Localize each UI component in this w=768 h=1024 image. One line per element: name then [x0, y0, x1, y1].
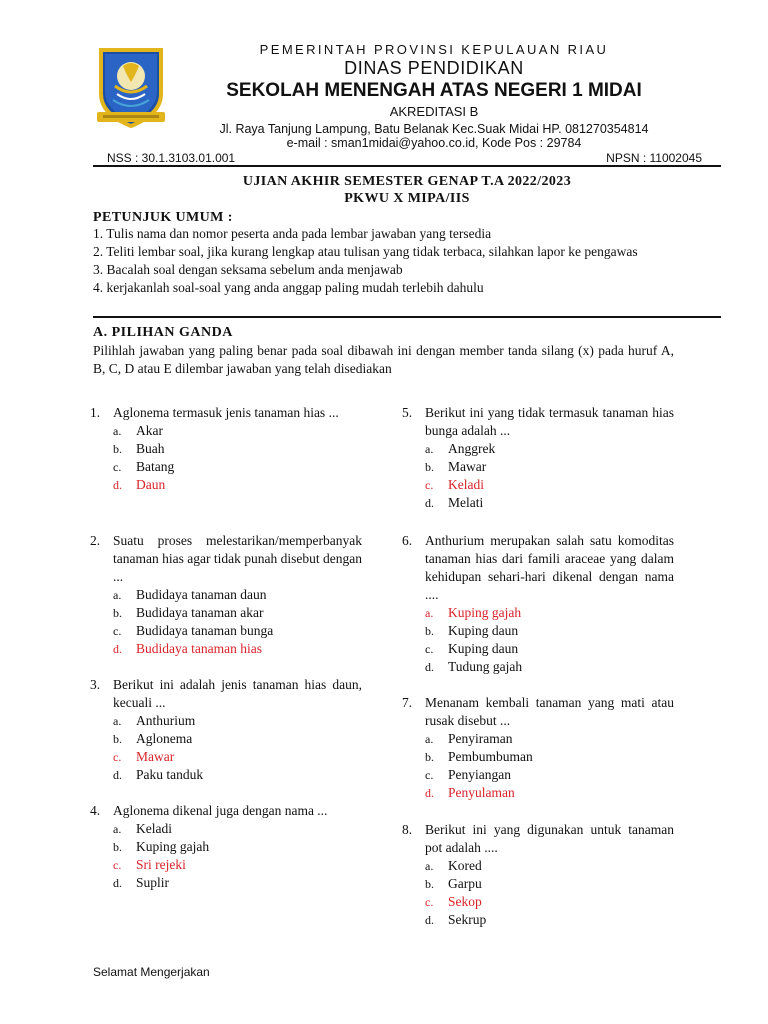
option-letter: d. [425, 660, 434, 674]
header-npsn: NPSN : 11002045 [606, 151, 702, 165]
option-b [90, 440, 362, 458]
option-text: Aglonema [136, 731, 193, 746]
question-number: 4. [90, 803, 101, 818]
question-number: 2. [90, 533, 101, 548]
option-text: Keladi [136, 821, 172, 836]
option-a [402, 730, 674, 748]
question-text: Berikut ini adalah jenis tanaman hias daun, kecuali ... [113, 677, 362, 710]
header-school-name: SEKOLAH MENENGAH ATAS NEGERI 1 MIDAI [226, 80, 642, 101]
option-letter: b. [113, 442, 122, 456]
option-text: Daun [136, 477, 166, 492]
question-number: 1. [90, 405, 101, 420]
option-text: Kuping daun [448, 641, 519, 656]
option-letter: d. [113, 768, 122, 782]
option-c [402, 766, 674, 784]
option-b [402, 622, 674, 640]
option-text: Paku tanduk [136, 767, 204, 782]
option-text: Anthurium [136, 713, 196, 728]
question-text: Aglonema termasuk jenis tanaman hias ... [113, 405, 339, 420]
question-number: 8. [402, 822, 413, 837]
option-text: Kored [448, 858, 482, 873]
option-c-answer [402, 476, 674, 494]
option-c [402, 640, 674, 658]
exam-title: UJIAN AKHIR SEMESTER GENAP T.A 2022/2023 [242, 174, 572, 189]
option-letter: c. [425, 768, 434, 782]
option-a-answer [402, 604, 674, 622]
option-letter: a. [425, 606, 434, 620]
option-letter: a. [425, 732, 434, 746]
option-letter: a. [425, 859, 434, 873]
option-list [402, 440, 674, 512]
question-8 [402, 821, 674, 929]
option-list [90, 820, 362, 892]
question-1 [90, 404, 362, 494]
option-a [90, 820, 362, 838]
option-text: Sri rejeki [136, 857, 186, 872]
option-d [402, 658, 674, 676]
option-list [402, 857, 674, 929]
option-a [402, 857, 674, 875]
question-text: Suatu proses melestarikan/memperbanyak tanaman hias agar tidak punah disebut dengan ... [113, 533, 362, 584]
instruction-item: 2. Teliti lembar soal, jika kurang lengkap atau tulisan yang tidak terbaca, silahkan lapor ke pengawas [93, 244, 638, 259]
option-c [90, 622, 362, 640]
option-text: Garpu [448, 876, 482, 891]
question-7 [402, 694, 674, 802]
option-b [90, 838, 362, 856]
option-a [402, 440, 674, 458]
option-letter: b. [113, 606, 122, 620]
option-text: Pembumbuman [448, 749, 533, 764]
question-text: Anthurium merupakan salah satu komoditas tanaman hias dari famili araceae yang dalam kehidupan sehari-hari dikenal dengan nama .... [425, 533, 674, 602]
header-divider [93, 165, 721, 167]
header-department: DINAS PENDIDIKAN [344, 58, 524, 78]
instruction-item: 3. Bacalah soal dengan seksama sebelum anda menjawab [93, 262, 403, 277]
option-text: Mawar [136, 749, 175, 764]
section-heading: A. PILIHAN GANDA [93, 325, 233, 340]
exam-subject: PKWU X MIPA/IIS [344, 191, 470, 206]
option-letter: a. [425, 442, 434, 456]
option-a [90, 712, 362, 730]
option-d [402, 494, 674, 512]
question-text: Aglonema dikenal juga dengan nama ... [113, 803, 328, 818]
option-letter: d. [425, 913, 434, 927]
option-text: Kuping daun [448, 623, 519, 638]
header-address: Jl. Raya Tanjung Lampung, Batu Belanak Kec.Suak Midai HP. 081270354814 [219, 122, 649, 136]
option-letter: a. [113, 822, 122, 836]
option-list [402, 604, 674, 676]
option-letter: b. [425, 624, 434, 638]
option-b [402, 458, 674, 476]
option-letter: d. [113, 478, 122, 492]
option-letter: c. [113, 750, 122, 764]
question-text: Berikut ini yang digunakan untuk tanaman pot adalah .... [425, 822, 674, 855]
option-c-answer [402, 893, 674, 911]
option-text: Sekop [448, 894, 482, 909]
option-text: Budidaya tanaman akar [136, 605, 264, 620]
option-d [90, 766, 362, 784]
instruction-item: 4. kerjakanlah soal-soal yang anda anggap paling mudah terlebih dahulu [93, 280, 484, 295]
option-list [402, 730, 674, 802]
option-c-answer [90, 856, 362, 874]
question-number: 5. [402, 405, 413, 420]
question-number: 3. [90, 677, 101, 692]
option-text: Kuping gajah [136, 839, 210, 854]
footer-text: Selamat Mengerjakan [93, 965, 210, 979]
option-c-answer [90, 748, 362, 766]
option-letter: b. [113, 732, 122, 746]
option-letter: d. [425, 786, 434, 800]
option-text: Mawar [448, 459, 487, 474]
question-3 [90, 676, 362, 784]
option-text: Penyiraman [448, 731, 513, 746]
question-2 [90, 532, 362, 658]
header-email: e-mail : sman1midai@yahoo.co.id, Kode Pos : 29784 [286, 136, 582, 150]
option-text: Buah [136, 441, 165, 456]
instructions-heading: PETUNJUK UMUM : [93, 210, 233, 225]
option-text: Kuping gajah [448, 605, 522, 620]
option-text: Melati [448, 495, 484, 510]
option-text: Budidaya tanaman bunga [136, 623, 274, 638]
option-a [90, 586, 362, 604]
option-letter: b. [425, 460, 434, 474]
option-list [90, 712, 362, 784]
question-number: 7. [402, 695, 413, 710]
option-text: Suplir [136, 875, 170, 890]
option-letter: c. [113, 858, 122, 872]
option-text: Keladi [448, 477, 484, 492]
option-letter: c. [425, 642, 434, 656]
option-b [90, 730, 362, 748]
instructions-divider [93, 316, 721, 318]
option-a [90, 422, 362, 440]
option-text: Akar [136, 423, 163, 438]
question-6 [402, 532, 674, 676]
option-text: Tudung gajah [448, 659, 523, 674]
option-text: Anggrek [448, 441, 496, 456]
option-letter: d. [113, 876, 122, 890]
option-d [402, 911, 674, 929]
option-b [90, 604, 362, 622]
option-text: Batang [136, 459, 175, 474]
question-4 [90, 802, 362, 892]
option-letter: a. [113, 588, 122, 602]
option-c [90, 458, 362, 476]
option-letter: b. [425, 877, 434, 891]
header-government: PEMERINTAH PROVINSI KEPULAUAN RIAU [259, 42, 609, 57]
option-letter: c. [113, 624, 122, 638]
option-letter: c. [425, 478, 434, 492]
question-5 [402, 404, 674, 512]
instruction-item: 1. Tulis nama dan nomor peserta anda pada lembar jawaban yang tersedia [93, 226, 492, 241]
option-letter: d. [113, 642, 122, 656]
option-text: Budidaya tanaman hias [136, 641, 262, 656]
option-list [90, 422, 362, 494]
header-accreditation: AKREDITASI B [389, 104, 479, 119]
option-letter: c. [425, 895, 434, 909]
option-text: Budidaya tanaman daun [136, 587, 267, 602]
option-d-answer [90, 476, 362, 494]
instructions-list [93, 225, 674, 297]
option-letter: d. [425, 496, 434, 510]
section-description: Pilihlah jawaban yang paling benar pada soal dibawah ini dengan member tanda silang (x) pada huruf A, B, C, D atau E dilembar jawaban yang telah disediakan [93, 343, 674, 376]
option-text: Sekrup [448, 912, 487, 927]
option-letter: b. [113, 840, 122, 854]
option-d [90, 874, 362, 892]
option-text: Penyulaman [448, 785, 515, 800]
option-b [402, 875, 674, 893]
header-nss: NSS : 30.1.3103.01.001 [107, 151, 236, 165]
option-letter: b. [425, 750, 434, 764]
option-text: Penyiangan [448, 767, 511, 782]
option-letter: a. [113, 714, 122, 728]
option-d-answer [402, 784, 674, 802]
option-b [402, 748, 674, 766]
option-list [90, 586, 362, 658]
question-text: Menanam kembali tanaman yang mati atau rusak disebut ... [425, 695, 674, 728]
option-letter: c. [113, 460, 122, 474]
question-number: 6. [402, 533, 413, 548]
school-logo [93, 42, 169, 132]
option-d-answer [90, 640, 362, 658]
option-letter: a. [113, 424, 122, 438]
question-text: Berikut ini yang tidak termasuk tanaman hias bunga adalah ... [425, 405, 674, 438]
